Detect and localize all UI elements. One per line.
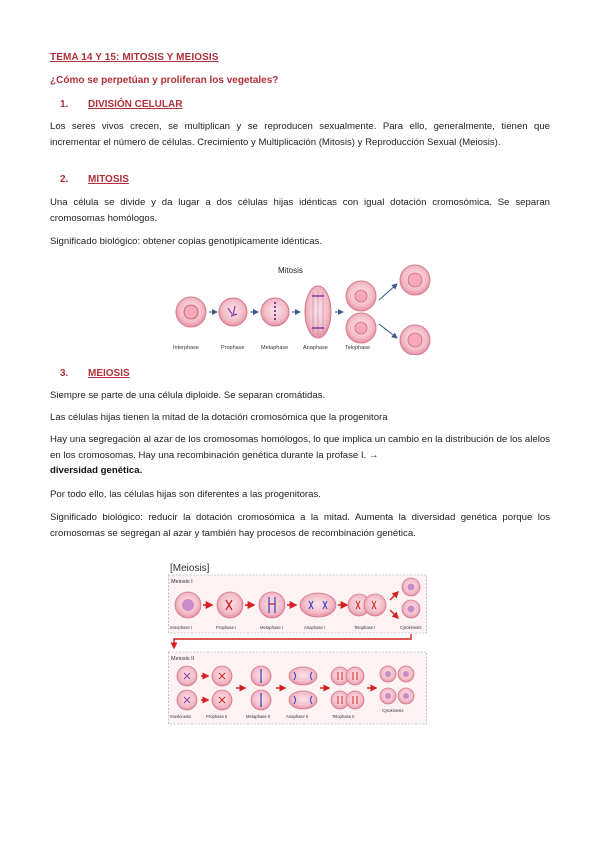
mitosis-figure-title: Mitosis	[278, 266, 303, 275]
meiosis-1-stage-label: Telophase I	[354, 625, 376, 630]
section-number: 3.	[60, 368, 69, 379]
section-title: DIVISIÓN CELULAR	[88, 99, 183, 110]
meiosis-1-stage-label: Interphase I	[170, 625, 193, 630]
meiosis-1-stage-label: Cytokinesis	[400, 625, 422, 630]
section-heading-meiosis	[60, 368, 130, 379]
mitosis-anaphase-cell	[305, 286, 331, 338]
meiosis-1-stage-label: Prophase I	[216, 625, 237, 630]
bold-term: diversidad genética.	[50, 465, 143, 476]
mitosis-stage-label: Metaphase	[261, 345, 289, 351]
document-question: ¿Cómo se perpetúan y proliferan los vegetales?	[50, 75, 279, 86]
mitosis-stage-label: Telophase	[345, 345, 371, 351]
mitosis-telophase-cell	[346, 281, 376, 343]
mitosis-daughter-cell-bottom	[400, 325, 430, 355]
meiosis-figure	[168, 560, 430, 728]
meiosis-2-stage-label: Anaphase II	[286, 714, 309, 719]
section-number: 1.	[60, 99, 69, 110]
meiosis-1-panel	[169, 575, 427, 633]
paragraph-bold-line	[50, 463, 550, 479]
section-heading-division-celular	[60, 99, 182, 110]
mitosis-figure	[165, 260, 450, 355]
paragraph: Las células hijas tienen la mitad de la dotación cromosómica que la progenitora	[50, 412, 388, 423]
meiosis-2-stage-label: Prophase II	[206, 714, 228, 719]
document-title: TEMA 14 Y 15: MITOSIS Y MEIOSIS	[50, 52, 219, 63]
paragraph: Hay una segregación al azar de los cromosomas homólogos, lo que implica un cambio en la distribución de los alelos en los cromosomas. Hay una recombinación genética durante la profase I. →	[50, 434, 550, 461]
meiosis-1-stage-label: Anaphase I	[304, 625, 326, 630]
mitosis-stage-label: Interphase	[173, 345, 199, 351]
mitosis-daughter-cell-top	[400, 265, 430, 295]
paragraph: Una célula se divide y da lugar a dos células hijas idénticas con igual dotación cromosómica. Se separan cromosomas homólogos.	[50, 197, 550, 224]
mitosis-prophase-cell	[219, 298, 247, 326]
paragraph: Significado biológico: reducir la dotación cromosómica a la mitad. Aumenta la diversidad genética porque los cromosomas se segregan al azar y también hay procesos de recombinación genética.	[50, 512, 550, 539]
paragraph: Significado biológico: obtener copias genotipicamente idénticas.	[50, 236, 322, 247]
mitosis-metaphase-cell	[261, 298, 289, 326]
meiosis-figure-title: [Meiosis]	[170, 563, 210, 574]
meiosis-1-stage-label: Metaphase I	[260, 625, 284, 630]
section-heading-mitosis	[60, 174, 129, 185]
meiosis-2-stage-label: Telophase II	[332, 714, 355, 719]
mitosis-interphase-cell	[176, 297, 206, 327]
meiosis-2-stage-label: Cytokinesis	[382, 708, 404, 713]
paragraph: Los seres vivos crecen, se multiplican y se reproducen sexualmente. Para ello, generalmente, tienen que incrementar el número de células. Crecimiento y Multiplicación (Mitosis) y Reproducción Sexual (Meiosis).	[50, 121, 550, 148]
meiosis-2-stage-label: Interkinesis	[170, 714, 192, 719]
mitosis-stage-label: Prophase	[221, 345, 245, 351]
meiosis-2-stage-label: Metaphase II	[246, 714, 271, 719]
section-number: 2.	[60, 174, 69, 185]
paragraph: Por todo ello, las células hijas son diferentes a las progenitoras.	[50, 489, 321, 500]
paragraph: Siempre se parte de una célula diploide. Se separan cromátidas.	[50, 390, 326, 401]
meiosis-1-label: Meiosis I	[171, 579, 193, 585]
section-title: MITOSIS	[88, 174, 129, 185]
section-title: MEIOSIS	[88, 368, 130, 379]
mitosis-stage-label: Anaphase	[303, 345, 328, 351]
meiosis-2-label: Meiosis II	[171, 656, 195, 662]
